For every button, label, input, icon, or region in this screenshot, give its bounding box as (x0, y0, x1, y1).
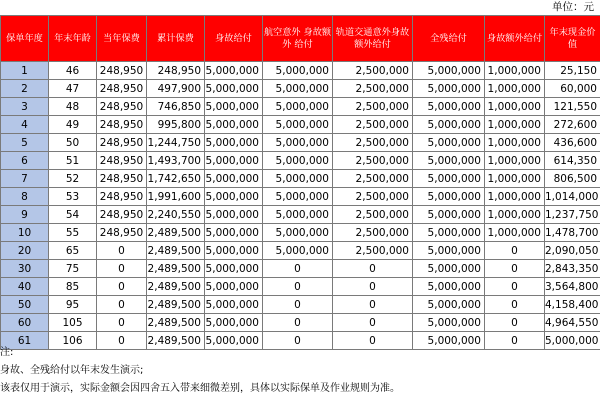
cell-cash-value: 2,090,050 (545, 242, 600, 260)
header-rail-accident-benefit: 轨道交通意外身故 额外给付 (333, 16, 413, 62)
cell-age: 46 (49, 62, 97, 80)
cell-rail-accident-benefit: 2,500,000 (333, 80, 413, 98)
cell-policy-year: 4 (1, 116, 49, 134)
table-row (1, 80, 600, 98)
table-row (1, 134, 600, 152)
cell-disability-benefit: 5,000,000 (413, 188, 485, 206)
cell-extra-death-benefit: 1,000,000 (485, 62, 545, 80)
cell-air-accident-benefit: 5,000,000 (263, 116, 333, 134)
table-row (1, 224, 600, 242)
cell-policy-year: 2 (1, 80, 49, 98)
cell-extra-death-benefit: 1,000,000 (485, 188, 545, 206)
cell-cash-value: 436,600 (545, 134, 600, 152)
cell-policy-year: 20 (1, 242, 49, 260)
cell-cumulative-premium: 248,950 (147, 62, 205, 80)
header-air-accident-benefit: 航空意外 身故额外 给付 (263, 16, 333, 62)
cell-rail-accident-benefit: 0 (333, 296, 413, 314)
cell-death-benefit: 5,000,000 (205, 116, 263, 134)
cell-cumulative-premium: 995,800 (147, 116, 205, 134)
cell-death-benefit: 5,000,000 (205, 152, 263, 170)
cell-rail-accident-benefit: 0 (333, 332, 413, 350)
cell-age: 53 (49, 188, 97, 206)
cell-rail-accident-benefit: 2,500,000 (333, 62, 413, 80)
cell-cumulative-premium: 2,489,500 (147, 314, 205, 332)
cell-annual-premium: 248,950 (97, 134, 147, 152)
cell-cumulative-premium: 2,240,550 (147, 206, 205, 224)
cell-annual-premium: 0 (97, 296, 147, 314)
cell-cumulative-premium: 2,489,500 (147, 224, 205, 242)
cell-cash-value: 5,000,000 (545, 332, 600, 350)
cell-policy-year: 7 (1, 170, 49, 188)
cell-age: 52 (49, 170, 97, 188)
header-death-benefit: 身故给付 (205, 16, 263, 62)
cell-annual-premium: 248,950 (97, 80, 147, 98)
cell-disability-benefit: 5,000,000 (413, 260, 485, 278)
cell-death-benefit: 5,000,000 (205, 242, 263, 260)
cell-policy-year: 8 (1, 188, 49, 206)
header-annual-premium: 当年保费 (97, 16, 147, 62)
cell-extra-death-benefit: 1,000,000 (485, 116, 545, 134)
cell-extra-death-benefit: 0 (485, 314, 545, 332)
cell-extra-death-benefit: 0 (485, 260, 545, 278)
unit-label: 单位：元 (552, 1, 594, 13)
cell-death-benefit: 5,000,000 (205, 296, 263, 314)
cell-policy-year: 10 (1, 224, 49, 242)
cell-disability-benefit: 5,000,000 (413, 332, 485, 350)
note-title: 注: (0, 347, 14, 358)
cell-cumulative-premium: 2,489,500 (147, 332, 205, 350)
header-cumulative-premium: 累计保费 (147, 16, 205, 62)
cell-annual-premium: 248,950 (97, 206, 147, 224)
cell-disability-benefit: 5,000,000 (413, 314, 485, 332)
cell-air-accident-benefit: 0 (263, 332, 333, 350)
cell-policy-year: 30 (1, 260, 49, 278)
cell-extra-death-benefit: 1,000,000 (485, 80, 545, 98)
table-row (1, 62, 600, 80)
table-row (1, 170, 600, 188)
cell-policy-year: 1 (1, 62, 49, 80)
cell-disability-benefit: 5,000,000 (413, 80, 485, 98)
cell-air-accident-benefit: 5,000,000 (263, 224, 333, 242)
cell-age: 106 (49, 332, 97, 350)
table-row (1, 116, 600, 134)
cell-cumulative-premium: 2,489,500 (147, 242, 205, 260)
cell-annual-premium: 248,950 (97, 116, 147, 134)
cell-annual-premium: 248,950 (97, 170, 147, 188)
cell-death-benefit: 5,000,000 (205, 188, 263, 206)
cell-death-benefit: 5,000,000 (205, 224, 263, 242)
cell-death-benefit: 5,000,000 (205, 260, 263, 278)
cell-age: 95 (49, 296, 97, 314)
cell-rail-accident-benefit: 2,500,000 (333, 98, 413, 116)
cell-extra-death-benefit: 1,000,000 (485, 134, 545, 152)
header-age: 年末年龄 (49, 16, 97, 62)
table-row (1, 152, 600, 170)
table-row (1, 242, 600, 260)
cell-cash-value: 1,014,000 (545, 188, 600, 206)
cell-air-accident-benefit: 0 (263, 314, 333, 332)
cell-air-accident-benefit: 0 (263, 278, 333, 296)
cell-rail-accident-benefit: 2,500,000 (333, 242, 413, 260)
cell-disability-benefit: 5,000,000 (413, 278, 485, 296)
cell-age: 85 (49, 278, 97, 296)
cell-disability-benefit: 5,000,000 (413, 62, 485, 80)
table-row (1, 98, 600, 116)
cell-cumulative-premium: 1,742,650 (147, 170, 205, 188)
cell-annual-premium: 248,950 (97, 188, 147, 206)
cell-annual-premium: 0 (97, 314, 147, 332)
cell-death-benefit: 5,000,000 (205, 134, 263, 152)
cell-extra-death-benefit: 0 (485, 278, 545, 296)
cell-air-accident-benefit: 5,000,000 (263, 80, 333, 98)
cell-age: 105 (49, 314, 97, 332)
cell-cumulative-premium: 2,489,500 (147, 260, 205, 278)
cell-rail-accident-benefit: 2,500,000 (333, 152, 413, 170)
cell-policy-year: 5 (1, 134, 49, 152)
cell-death-benefit: 5,000,000 (205, 98, 263, 116)
cell-extra-death-benefit: 1,000,000 (485, 98, 545, 116)
cell-policy-year: 6 (1, 152, 49, 170)
cell-disability-benefit: 5,000,000 (413, 242, 485, 260)
cell-extra-death-benefit: 0 (485, 332, 545, 350)
table-row (1, 206, 600, 224)
table-row (1, 296, 600, 314)
cell-cash-value: 3,564,800 (545, 278, 600, 296)
cell-policy-year: 3 (1, 98, 49, 116)
table-row (1, 278, 600, 296)
note-line: 身故、全残给付以年末发生演示; (0, 365, 144, 376)
cell-disability-benefit: 5,000,000 (413, 206, 485, 224)
cell-cash-value: 4,964,550 (545, 314, 600, 332)
cell-cash-value: 60,000 (545, 80, 600, 98)
table-row (1, 314, 600, 332)
cell-extra-death-benefit: 1,000,000 (485, 170, 545, 188)
cell-death-benefit: 5,000,000 (205, 80, 263, 98)
cell-death-benefit: 5,000,000 (205, 314, 263, 332)
cell-rail-accident-benefit: 2,500,000 (333, 134, 413, 152)
cell-annual-premium: 0 (97, 242, 147, 260)
cell-cash-value: 614,350 (545, 152, 600, 170)
cell-air-accident-benefit: 5,000,000 (263, 170, 333, 188)
cell-cumulative-premium: 746,850 (147, 98, 205, 116)
table-row (1, 260, 600, 278)
cell-cumulative-premium: 1,244,750 (147, 134, 205, 152)
cell-air-accident-benefit: 5,000,000 (263, 152, 333, 170)
cell-age: 54 (49, 206, 97, 224)
notes (0, 344, 400, 398)
cell-policy-year: 50 (1, 296, 49, 314)
header-row (1, 16, 600, 62)
cell-disability-benefit: 5,000,000 (413, 152, 485, 170)
cell-extra-death-benefit: 0 (485, 296, 545, 314)
cell-annual-premium: 248,950 (97, 62, 147, 80)
header-policy-year: 保单年度 (1, 16, 49, 62)
table-body (1, 62, 600, 350)
cell-death-benefit: 5,000,000 (205, 62, 263, 80)
cell-death-benefit: 5,000,000 (205, 332, 263, 350)
cell-extra-death-benefit: 1,000,000 (485, 206, 545, 224)
cell-disability-benefit: 5,000,000 (413, 296, 485, 314)
cell-annual-premium: 248,950 (97, 98, 147, 116)
cell-disability-benefit: 5,000,000 (413, 170, 485, 188)
cell-cash-value: 2,843,350 (545, 260, 600, 278)
cell-age: 49 (49, 116, 97, 134)
cell-policy-year: 60 (1, 314, 49, 332)
cell-cumulative-premium: 1,991,600 (147, 188, 205, 206)
cell-rail-accident-benefit: 0 (333, 314, 413, 332)
benefit-table (0, 15, 600, 350)
cell-age: 65 (49, 242, 97, 260)
cell-annual-premium: 0 (97, 278, 147, 296)
cell-rail-accident-benefit: 2,500,000 (333, 188, 413, 206)
cell-cash-value: 121,550 (545, 98, 600, 116)
table-row (1, 188, 600, 206)
cell-cash-value: 1,478,700 (545, 224, 600, 242)
cell-age: 75 (49, 260, 97, 278)
cell-cash-value: 25,150 (545, 62, 600, 80)
cell-extra-death-benefit: 1,000,000 (485, 224, 545, 242)
cell-extra-death-benefit: 1,000,000 (485, 152, 545, 170)
cell-policy-year: 40 (1, 278, 49, 296)
cell-age: 55 (49, 224, 97, 242)
cell-air-accident-benefit: 5,000,000 (263, 98, 333, 116)
cell-cumulative-premium: 1,493,700 (147, 152, 205, 170)
cell-air-accident-benefit: 0 (263, 260, 333, 278)
cell-annual-premium: 0 (97, 260, 147, 278)
cell-annual-premium: 248,950 (97, 152, 147, 170)
cell-death-benefit: 5,000,000 (205, 170, 263, 188)
cell-rail-accident-benefit: 2,500,000 (333, 170, 413, 188)
cell-disability-benefit: 5,000,000 (413, 224, 485, 242)
cell-cumulative-premium: 2,489,500 (147, 278, 205, 296)
cell-rail-accident-benefit: 2,500,000 (333, 224, 413, 242)
cell-cash-value: 272,600 (545, 116, 600, 134)
cell-air-accident-benefit: 5,000,000 (263, 206, 333, 224)
cell-air-accident-benefit: 5,000,000 (263, 242, 333, 260)
cell-cash-value: 806,500 (545, 170, 600, 188)
header-extra-death-benefit: 身故额外给付 (485, 16, 545, 62)
cell-disability-benefit: 5,000,000 (413, 98, 485, 116)
cell-disability-benefit: 5,000,000 (413, 116, 485, 134)
header-cash-value: 年末现金价值 (545, 16, 600, 62)
cell-policy-year: 9 (1, 206, 49, 224)
cell-annual-premium: 248,950 (97, 224, 147, 242)
cell-rail-accident-benefit: 0 (333, 278, 413, 296)
cell-cumulative-premium: 497,900 (147, 80, 205, 98)
cell-disability-benefit: 5,000,000 (413, 134, 485, 152)
cell-age: 47 (49, 80, 97, 98)
cell-cumulative-premium: 2,489,500 (147, 296, 205, 314)
cell-policy-year: 61 (1, 332, 49, 350)
cell-age: 50 (49, 134, 97, 152)
cell-rail-accident-benefit: 0 (333, 260, 413, 278)
cell-air-accident-benefit: 5,000,000 (263, 188, 333, 206)
cell-air-accident-benefit: 5,000,000 (263, 62, 333, 80)
cell-cash-value: 4,158,400 (545, 296, 600, 314)
cell-air-accident-benefit: 0 (263, 296, 333, 314)
cell-death-benefit: 5,000,000 (205, 206, 263, 224)
header-disability-benefit: 全残给付 (413, 16, 485, 62)
cell-cash-value: 1,237,750 (545, 206, 600, 224)
cell-rail-accident-benefit: 2,500,000 (333, 116, 413, 134)
cell-death-benefit: 5,000,000 (205, 278, 263, 296)
cell-annual-premium: 0 (97, 332, 147, 350)
cell-age: 48 (49, 98, 97, 116)
cell-air-accident-benefit: 5,000,000 (263, 134, 333, 152)
cell-extra-death-benefit: 0 (485, 242, 545, 260)
cell-age: 51 (49, 152, 97, 170)
note-line: 该表仅用于演示，实际金额会因四舍五入带来细微差别，具体以实际保单及作业规则为准。 (0, 383, 400, 394)
cell-rail-accident-benefit: 2,500,000 (333, 206, 413, 224)
